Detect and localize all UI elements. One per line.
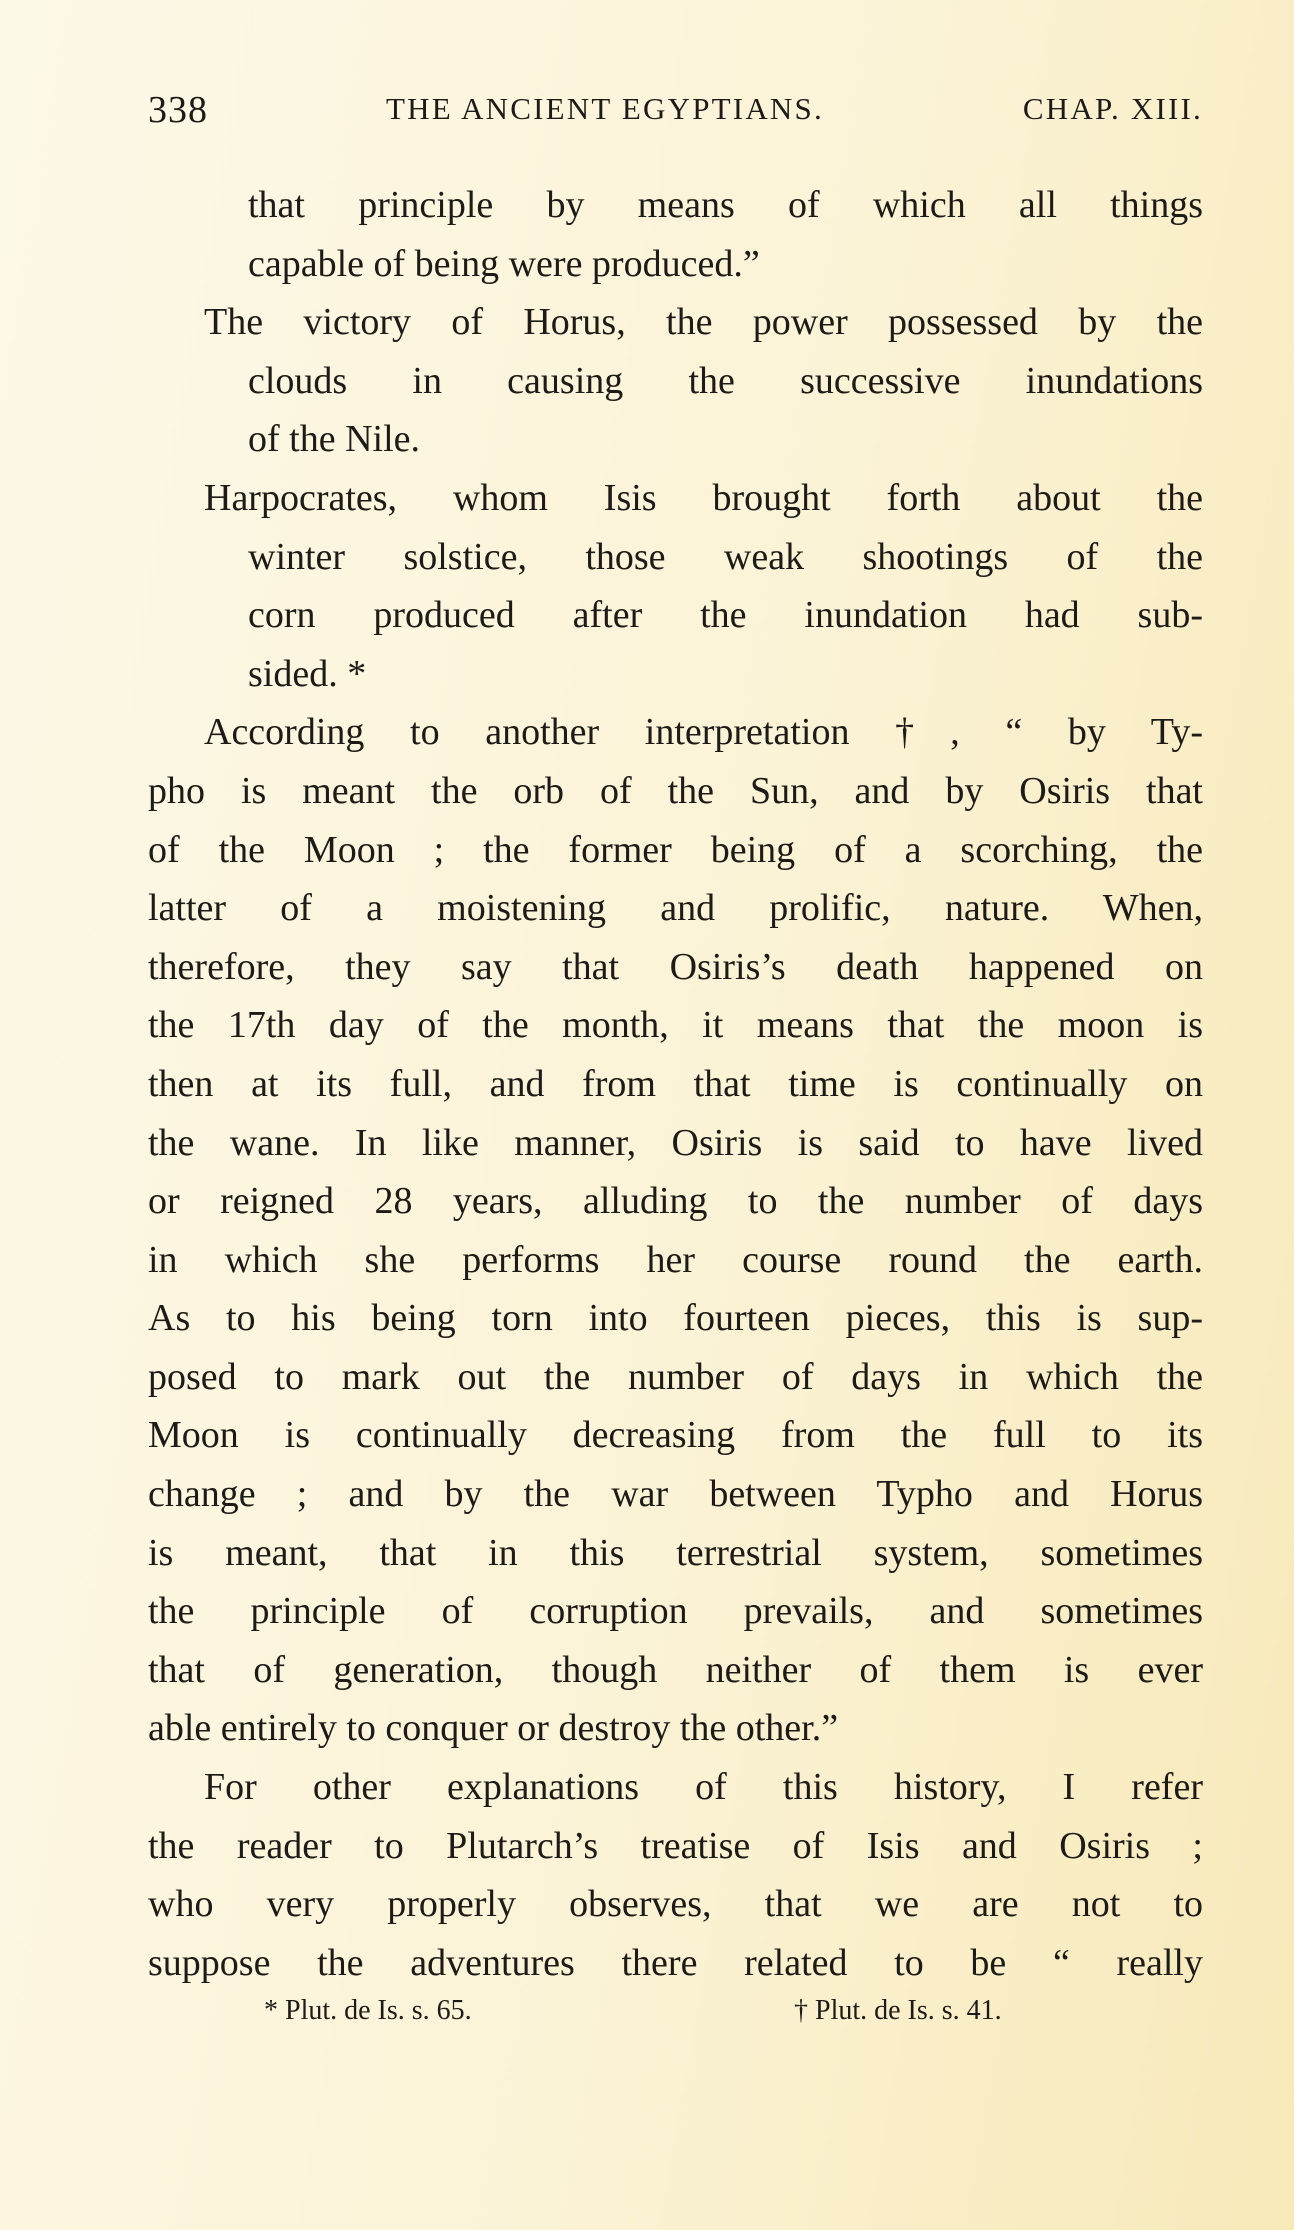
text-line: clouds in causing the successive inundations [248, 359, 1203, 402]
text-line: the 17th day of the month, it means that the moon is [148, 1004, 1203, 1047]
text-line: posed to mark out the number of days in which the [148, 1355, 1203, 1398]
text-line: sided. * [248, 652, 367, 695]
text-line: of the Nile. [248, 418, 421, 461]
text-line: latter of a moistening and prolific, nature. When, [148, 887, 1203, 930]
running-head [148, 88, 1203, 138]
text-line: is meant, that in this terrestrial system, sometimes [148, 1531, 1203, 1574]
text-line: then at its full, and from that time is continually on [148, 1062, 1203, 1105]
text-line: the wane. In like manner, Osiris is said to have lived [148, 1121, 1203, 1164]
text-line: Harpocrates, whom Isis brought forth about the [204, 476, 1203, 519]
running-title: THE ANCIENT EGYPTIANS. [386, 91, 824, 126]
text-line: able entirely to conquer or destroy the other.” [148, 1707, 839, 1750]
text-line: For other explanations of this history, I refer [204, 1766, 1203, 1809]
text-line: the principle of corruption prevails, and sometimes [148, 1590, 1203, 1633]
footnotes [148, 1995, 1203, 2035]
footnote: * Plut. de Is. s. 65. [264, 1995, 472, 2026]
text-line: capable of being were produced.” [248, 242, 760, 285]
text-line: winter solstice, those weak shootings of the [248, 535, 1203, 578]
text-line: who very properly observes, that we are not to [148, 1883, 1203, 1926]
text-line: that of generation, though neither of them is ever [148, 1648, 1203, 1691]
page-number: 338 [148, 89, 208, 131]
body-text [148, 176, 1203, 1992]
text-line: As to his being torn into fourteen pieces, this is sup- [148, 1297, 1203, 1340]
text-line: suppose the adventures there related to be “ really [148, 1941, 1203, 1984]
text-line: or reigned 28 years, alluding to the number of days [148, 1180, 1203, 1223]
text-line: the reader to Plutarch’s treatise of Isis and Osiris ; [148, 1824, 1203, 1867]
text-line: that principle by means of which all things [248, 184, 1203, 226]
text-line: in which she performs her course round the earth. [148, 1238, 1203, 1281]
text-line: Moon is continually decreasing from the full to its [148, 1414, 1203, 1457]
text-line: According to another interpretation †, “ by Ty- [204, 711, 1203, 754]
text-line: therefore, they say that Osiris’s death happened on [148, 945, 1203, 988]
text-line: The victory of Horus, the power possessed by the [204, 301, 1203, 344]
text-line: change ; and by the war between Typho and Horus [148, 1473, 1203, 1516]
footnote: † Plut. de Is. s. 41. [794, 1995, 1002, 2026]
text-line: of the Moon ; the former being of a scorching, the [148, 828, 1203, 871]
chapter-label: CHAP. XIII. [1022, 91, 1203, 126]
text-line: corn produced after the inundation had sub- [248, 594, 1203, 637]
text-line: pho is meant the orb of the Sun, and by Osiris that [148, 769, 1203, 812]
